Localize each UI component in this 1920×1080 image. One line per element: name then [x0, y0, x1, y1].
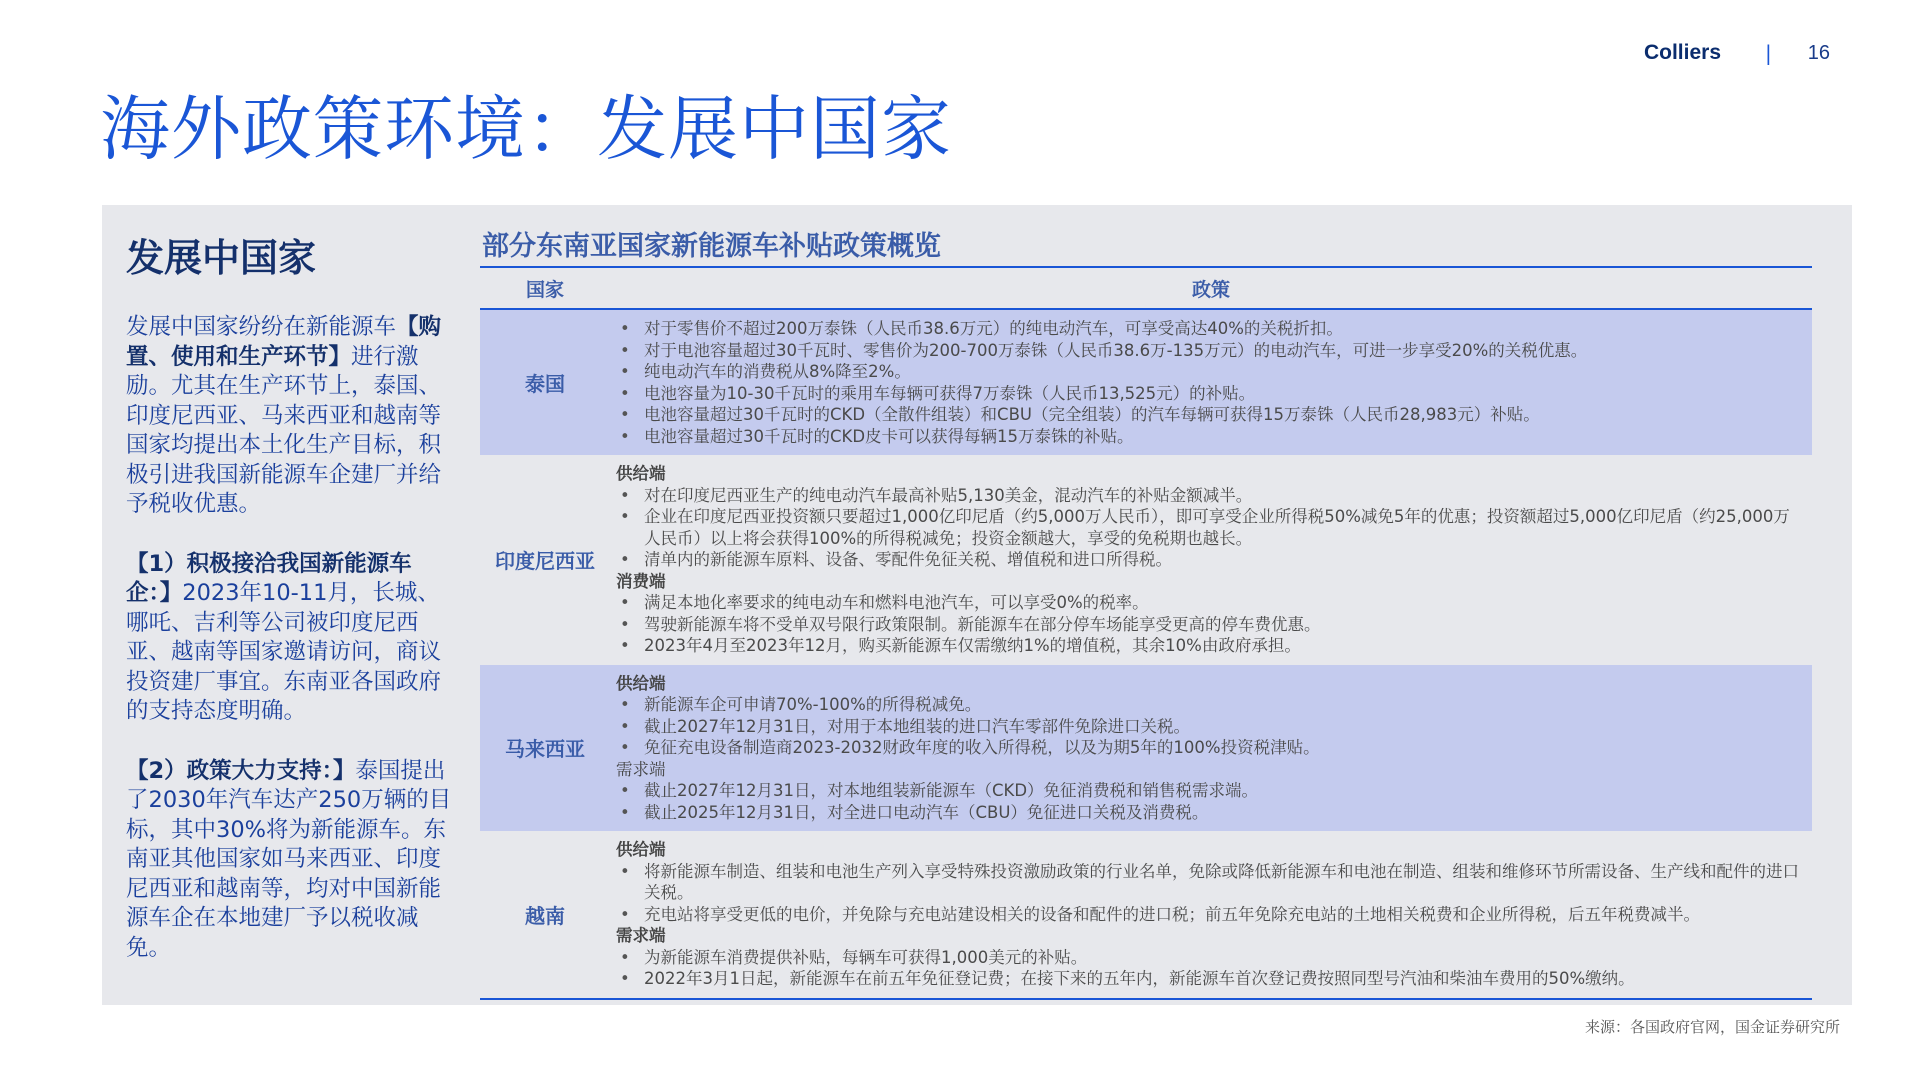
summary-heading: 发展中国家 — [126, 236, 317, 280]
table-body — [480, 310, 1812, 998]
policy-item: • 对于电池容量超过30千瓦时、零售价为200-700万泰铢（人民币38.6万-135万元）的电动汽车，可进一步享受20%的关税优惠。 — [616, 340, 1802, 362]
colliers-logo: Colliers — [1643, 41, 1721, 64]
policy-cell — [610, 455, 1812, 665]
header-country: 国家 — [525, 278, 564, 301]
country-cell: 马来西亚 — [505, 737, 585, 762]
table-row — [480, 831, 1812, 998]
country-cell: 印度尼西亚 — [495, 549, 595, 574]
source-note: 来源：各国政府官网，国金证券研究所 — [1584, 1018, 1840, 1036]
policy-item: • 企业在印度尼西亚投资额只要超过1,000亿印尼盾（约5,000万人民币），即可享受企业所得税50%减免5年的优惠；投资额超过5,000亿印尼盾（约25,000万人民币）以上将会获得100%的所得税减免；投资金额越大，享受的免税期也越长。 — [616, 506, 1802, 549]
policy-item: • 新能源车企可申请70%-100%的所得税减免。 — [616, 694, 1802, 716]
policy-item: • 免征充电设备制造商2023-2032财政年度的收入所得税，以及为期5年的100%投资税津贴。 — [616, 737, 1802, 759]
policy-item: • 2022年3月1日起，新能源车在前五年免征登记费；在接下来的五年内，新能源车首次登记费按照同型号汽油和柴油车费用的50%缴纳。 — [616, 968, 1802, 990]
policy-subheading: 供给端 — [616, 673, 666, 693]
policy-item: • 截止2025年12月31日，对全进口电动汽车（CBU）免征进口关税及消费税。 — [616, 802, 1802, 824]
header-separator: | — [1765, 41, 1772, 65]
table-row — [480, 455, 1812, 665]
table-title: 部分东南亚国家新能源车补贴政策概览 — [482, 231, 941, 262]
policy-item: • 对在印度尼西亚生产的纯电动汽车最高补贴5,130美金，混动汽车的补贴金额减半。 — [616, 485, 1802, 507]
left-summary — [126, 233, 456, 963]
country-cell: 越南 — [525, 903, 565, 928]
policy-item: • 清单内的新能源车原料、设备、零配件免征关税、增值税和进口所得税。 — [616, 549, 1802, 571]
policy-list — [616, 485, 1802, 571]
policy-item: • 将新能源车制造、组装和电池生产列入享受特殊投资激励政策的行业名单，免除或降低新能源车和电池在制造、组装和维修环节所需设备、生产线和配件的进口关税。 — [616, 861, 1802, 904]
country-cell: 泰国 — [525, 372, 565, 396]
policy-table — [480, 266, 1812, 1000]
policy-item: • 对于零售价不超过200万泰铢（人民币38.6万元）的纯电动汽车，可享受高达40%的关税折扣。 — [616, 318, 1802, 340]
policy-heading: 【2）政策大力支持：】 — [126, 757, 356, 784]
policy-item: • 截止2027年12月31日，对用于本地组装的进口汽车零部件免除进口关税。 — [616, 716, 1802, 738]
policy-cell — [610, 665, 1812, 832]
bold-highlight: 【购置、使用和生产环节】 — [126, 314, 442, 370]
table-row — [480, 310, 1812, 455]
summary-paragraph-outreach: 【1）积极接洽我国新能源车企：】2023年10-11月，长城、哪吒、吉利等公司被印度尼西亚、越南等国家邀请访问，商议投资建厂事宜。东南亚各国政府的支持态度明确。 — [126, 550, 442, 724]
table-row — [480, 665, 1812, 832]
header-policy: 政策 — [1191, 278, 1230, 301]
policy-item: • 纯电动汽车的消费税从8%降至2%。 — [616, 361, 1802, 383]
page-title: 海外政策环境：发展中国家 — [100, 88, 952, 170]
policy-subheading: 供给端 — [616, 840, 666, 859]
page-number: 16 — [1807, 41, 1830, 64]
policy-subheading: 需求端 — [616, 759, 666, 779]
policy-cell — [610, 310, 1812, 455]
policy-item: • 2023年4月至2023年12月，购买新能源车仅需缴纳1%的增值税，其余10%由政府承担。 — [616, 635, 1802, 657]
summary-paragraph-intro: 发展中国家纷纷在新能源车【购置、使用和生产环节】进行激励。尤其在生产环节上，泰国、印度尼西亚、马来西亚和越南等国家均提出本土化生产目标，积极引进我国新能源车企建厂并给予税收优惠。 — [126, 314, 442, 517]
policy-list — [616, 861, 1802, 926]
policy-item: • 截止2027年12月31日，对本地组装新能源车（CKD）免征消费税和销售税需求端。 — [616, 780, 1802, 802]
policy-list — [616, 947, 1802, 990]
policy-item: • 驾驶新能源车将不受单双号限行政策限制。新能源车在部分停车场能享受更高的停车费优惠。 — [616, 614, 1802, 636]
outreach-heading: 【1）积极接洽我国新能源车企：】 — [126, 550, 412, 606]
policy-item: • 充电站将享受更低的电价，并免除与充电站建设相关的设备和配件的进口税；前五年免除充电站的土地相关税费和企业所得税，后五年税费减半。 — [616, 904, 1802, 926]
header-right — [1644, 40, 1830, 66]
policy-item: • 满足本地化率要求的纯电动车和燃料电池汽车，可以享受0%的税率。 — [616, 592, 1802, 614]
policy-item: • 电池容量为10-30千瓦时的乘用车每辆可获得7万泰铢（人民币13,525元）的补贴。 — [616, 383, 1802, 405]
policy-cell — [610, 831, 1812, 998]
table-header — [480, 268, 1812, 310]
policy-item: • 为新能源车消费提供补贴，每辆车可获得1,000美元的补贴。 — [616, 947, 1802, 969]
policy-list — [616, 694, 1802, 759]
policy-subheading: 消费端 — [616, 571, 666, 591]
policy-list — [616, 780, 1802, 823]
policy-subheading: 需求端 — [616, 926, 666, 945]
summary-paragraph-policy: 【2）政策大力支持：】泰国提出了2030年汽车达产250万辆的目标，其中30%将为新能源车。东南亚其他国家如马来西亚、印度尼西亚和越南等，均对中国新能源车企在本地建厂予以税收减免。 — [126, 757, 452, 961]
policy-item: • 电池容量超过30千瓦时的CKD皮卡可以获得每辆15万泰铢的补贴。 — [616, 426, 1802, 448]
content-panel — [102, 205, 1852, 1005]
policy-subheading: 供给端 — [616, 464, 666, 483]
policy-list — [616, 592, 1802, 657]
policy-item: • 电池容量超过30千瓦时的CKD（全散件组装）和CBU（完全组装）的汽车每辆可获得15万泰铢（人民币28,983元）补贴。 — [616, 404, 1802, 426]
policy-list — [616, 318, 1802, 447]
